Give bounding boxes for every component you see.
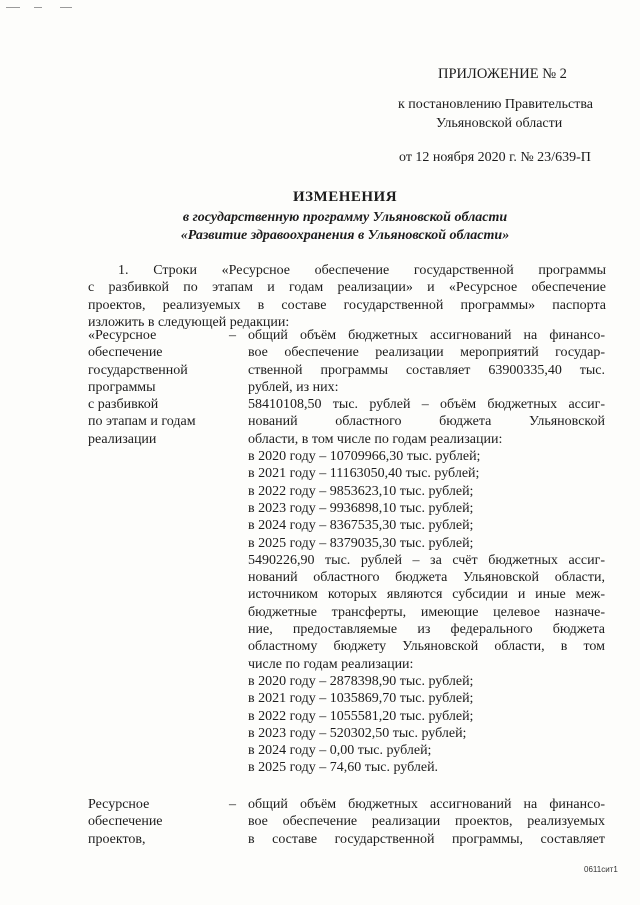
row1-year-line: в 2022 году – 9853623,10 тыс. рублей; xyxy=(248,483,474,499)
row1-line: областному бюджету Ульяновской области, в том xyxy=(248,639,605,655)
doc-title: ИЗМЕНЕНИЯ xyxy=(292,189,398,205)
row2-label-line: проектов, xyxy=(88,831,146,847)
row1-year-line: в 2023 году – 9936898,10 тыс. рублей; xyxy=(248,500,474,516)
row1-line: нований областного бюджета Ульяновской xyxy=(248,414,605,430)
row1-year-line: в 2025 году – 8379035,30 тыс. рублей; xyxy=(248,535,474,551)
row1-year-line: в 2020 году – 10709966,30 тыс. рублей; xyxy=(248,449,481,465)
row2-line: общий объём бюджетных ассигнований на финансо- xyxy=(248,797,605,812)
row1-line: общий объём бюджетных ассигнований на финансо- xyxy=(248,328,605,343)
row2-content xyxy=(248,796,605,848)
row1-line: ние, предоставляемые из федерального бюджета xyxy=(248,622,605,638)
resolution-ref: к постановлению Правительства xyxy=(398,97,594,112)
region-ref: Ульяновской области xyxy=(436,116,563,131)
intro-line: изложить в следующей редакции: xyxy=(88,314,290,330)
row1-label-line: обеспечение xyxy=(88,345,163,361)
appendix-label: ПРИЛОЖЕНИЕ № 2 xyxy=(438,66,567,82)
row1-label xyxy=(88,327,228,448)
row1-year-line: в 2024 году – 8367535,30 тыс. рублей; xyxy=(248,518,474,534)
row1-line: ственной программы составляет 63900335,40 тыс. xyxy=(248,362,605,378)
footer-stamp: 0611сит1 xyxy=(584,865,618,874)
row1-year-line: в 2023 году – 520302,50 тыс. рублей; xyxy=(248,725,467,741)
row1-line: источником которых являются субсидии и иные меж- xyxy=(248,587,605,603)
row1-label-line: по этапам и годам xyxy=(88,414,196,430)
row1-label-line: «Ресурсное xyxy=(88,328,157,343)
row1-line: 5490226,90 тыс. рублей – за счёт бюджетных ассиг- xyxy=(248,552,605,568)
row1-line: рублей, из них: xyxy=(248,379,339,395)
row1-label-line: реализации xyxy=(88,431,157,447)
row1-dash: – xyxy=(229,328,236,343)
row2-label xyxy=(88,796,228,848)
row1-line: числе по годам реализации: xyxy=(248,656,414,672)
row1-label-line: программы xyxy=(88,379,156,395)
intro-line: 1. Строки «Ресурсное обеспечение государственной программы xyxy=(118,263,606,278)
row1-line: вое обеспечение реализации мероприятий государ- xyxy=(248,345,605,361)
intro-paragraph xyxy=(88,262,606,331)
row2-line: вое обеспечение реализации проектов, реализуемых xyxy=(248,814,605,830)
row1-year-line: в 2021 году – 11163050,40 тыс. рублей; xyxy=(248,466,480,482)
row1-line: области, в том числе по годам реализации: xyxy=(248,431,503,447)
row1-label-line: с разбивкой xyxy=(88,397,159,413)
scan-mark xyxy=(6,7,20,8)
row2-label-line: Ресурсное xyxy=(88,797,150,812)
row1-year-line: в 2021 году – 1035869,70 тыс. рублей; xyxy=(248,691,474,707)
scan-mark xyxy=(60,7,72,8)
row1-line: бюджетные трансферты, имеющие целевое назначе- xyxy=(248,604,605,620)
resolution-date-number: от 12 ноября 2020 г. № 23/639-П xyxy=(399,150,591,165)
row1-year-line: в 2020 году – 2878398,90 тыс. рублей; xyxy=(248,673,474,689)
row1-line: нований областного бюджета Ульяновской области, xyxy=(248,570,605,586)
scan-mark xyxy=(34,7,42,8)
doc-subtitle-2: «Развитие здравоохранения в Ульяновской области» xyxy=(180,228,510,243)
row1-year-line: в 2022 году – 1055581,20 тыс. рублей; xyxy=(248,708,474,724)
row1-content xyxy=(248,327,605,777)
row2-label-line: обеспечение xyxy=(88,814,163,830)
row2-line: в составе государственной программы, составляет xyxy=(248,831,605,847)
doc-subtitle-1: в государственную программу Ульяновской области xyxy=(182,210,508,225)
intro-line: с разбивкой по этапам и годам реализации» и «Ресурсное обеспечение xyxy=(88,280,606,296)
row1-line: 58410108,50 тыс. рублей – объём бюджетных ассиг- xyxy=(248,397,605,413)
row2-dash: – xyxy=(229,797,236,812)
row1-year-line: в 2025 году – 74,60 тыс. рублей. xyxy=(248,760,439,776)
row1-label-line: государственной xyxy=(88,362,188,378)
intro-line: проектов, реализуемых в составе государственной программы» паспорта xyxy=(88,297,606,313)
row1-year-line: в 2024 году – 0,00 тыс. рублей; xyxy=(248,743,432,759)
